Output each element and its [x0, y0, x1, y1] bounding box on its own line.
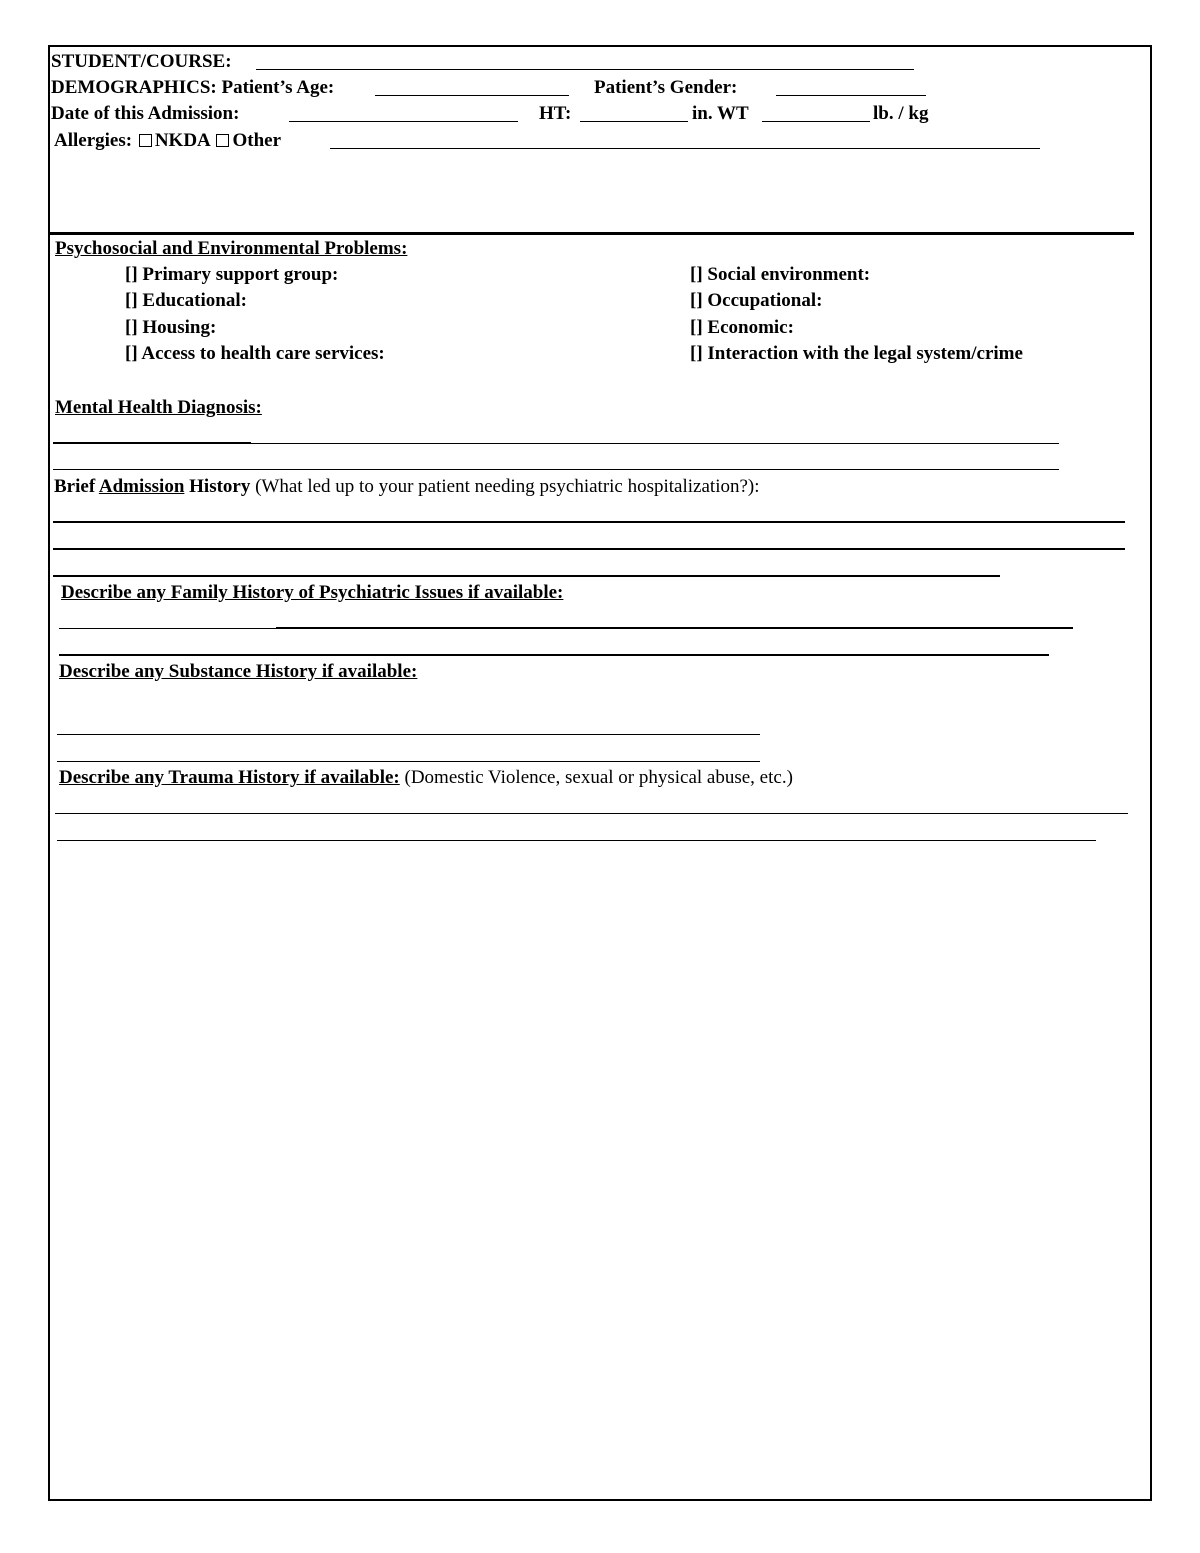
- trauma-history-heading: Describe any Trauma History if available:: [59, 767, 400, 788]
- weight-field[interactable]: [762, 121, 870, 122]
- admission-history-field-3[interactable]: [53, 575, 1000, 577]
- patient-gender-field[interactable]: [776, 95, 926, 96]
- family-history-field-1[interactable]: [276, 627, 1073, 629]
- admission-history-field-2[interactable]: [53, 548, 1125, 550]
- section-divider: [48, 232, 1134, 235]
- admission-history-underlined: Admission: [98, 476, 185, 497]
- height-field[interactable]: [580, 121, 688, 122]
- admission-history-suffix: History: [189, 476, 251, 497]
- substance-history-field-1[interactable]: [57, 734, 760, 735]
- trauma-history-field-1[interactable]: [55, 813, 1128, 814]
- admission-history-field-1[interactable]: [53, 521, 1125, 523]
- trauma-history-row: [59, 767, 793, 789]
- admission-history-prefix: Brief: [54, 476, 96, 497]
- lb-kg-label: lb. / kg: [873, 103, 929, 124]
- mental-health-heading: Mental Health Diagnosis:: [55, 397, 262, 418]
- psychosocial-occupational[interactable]: [] Occupational:: [690, 290, 823, 311]
- family-history-line-accent: [59, 628, 276, 629]
- in-wt-label: in. WT: [692, 103, 749, 124]
- admission-history-label: [54, 476, 760, 498]
- psychosocial-heading: Psychosocial and Environmental Problems:: [55, 238, 408, 259]
- substance-history-heading: Describe any Substance History if available:: [59, 661, 418, 682]
- student-course-label: STUDENT/COURSE:: [51, 51, 232, 72]
- admission-date-label: Date of this Admission:: [51, 103, 240, 124]
- allergies-other-field[interactable]: [330, 148, 1040, 149]
- admission-date-field[interactable]: [289, 121, 518, 122]
- psychosocial-economic[interactable]: [] Economic:: [690, 317, 794, 338]
- diagnosis-field-1[interactable]: [251, 443, 1059, 444]
- diagnosis-field-2[interactable]: [53, 469, 1059, 470]
- height-label: HT:: [539, 103, 572, 124]
- trauma-history-field-2[interactable]: [57, 840, 1096, 841]
- psychosocial-social-environment[interactable]: [] Social environment:: [690, 264, 871, 285]
- nkda-checkbox[interactable]: [139, 134, 152, 147]
- allergies-label: Allergies:: [54, 130, 133, 151]
- student-course-field[interactable]: [256, 69, 914, 70]
- psychosocial-legal-system[interactable]: [] Interaction with the legal system/crime: [690, 343, 1023, 364]
- admission-history-question: (What led up to your patient needing psychiatric hospitalization?):: [255, 476, 760, 497]
- diagnosis-line-accent: [53, 442, 251, 444]
- psychosocial-primary-support[interactable]: [] Primary support group:: [125, 264, 339, 285]
- family-history-field-2[interactable]: [59, 654, 1049, 656]
- other-checkbox[interactable]: [216, 134, 229, 147]
- psychosocial-educational[interactable]: [] Educational:: [125, 290, 247, 311]
- nkda-label: NKDA: [154, 130, 210, 151]
- substance-history-field-2[interactable]: [57, 761, 760, 762]
- psychosocial-health-access[interactable]: [] Access to health care services:: [125, 343, 385, 364]
- psychosocial-housing[interactable]: [] Housing:: [125, 317, 217, 338]
- trauma-history-note: (Domestic Violence, sexual or physical abuse, etc.): [404, 767, 793, 788]
- allergies-row: [54, 130, 281, 152]
- demographics-age-label: DEMOGRAPHICS: Patient’s Age:: [51, 77, 335, 98]
- family-history-heading: Describe any Family History of Psychiatric Issues if available:: [61, 582, 564, 603]
- other-label: Other: [232, 130, 282, 151]
- patient-gender-label: Patient’s Gender:: [594, 77, 738, 98]
- patient-age-field[interactable]: [375, 95, 569, 96]
